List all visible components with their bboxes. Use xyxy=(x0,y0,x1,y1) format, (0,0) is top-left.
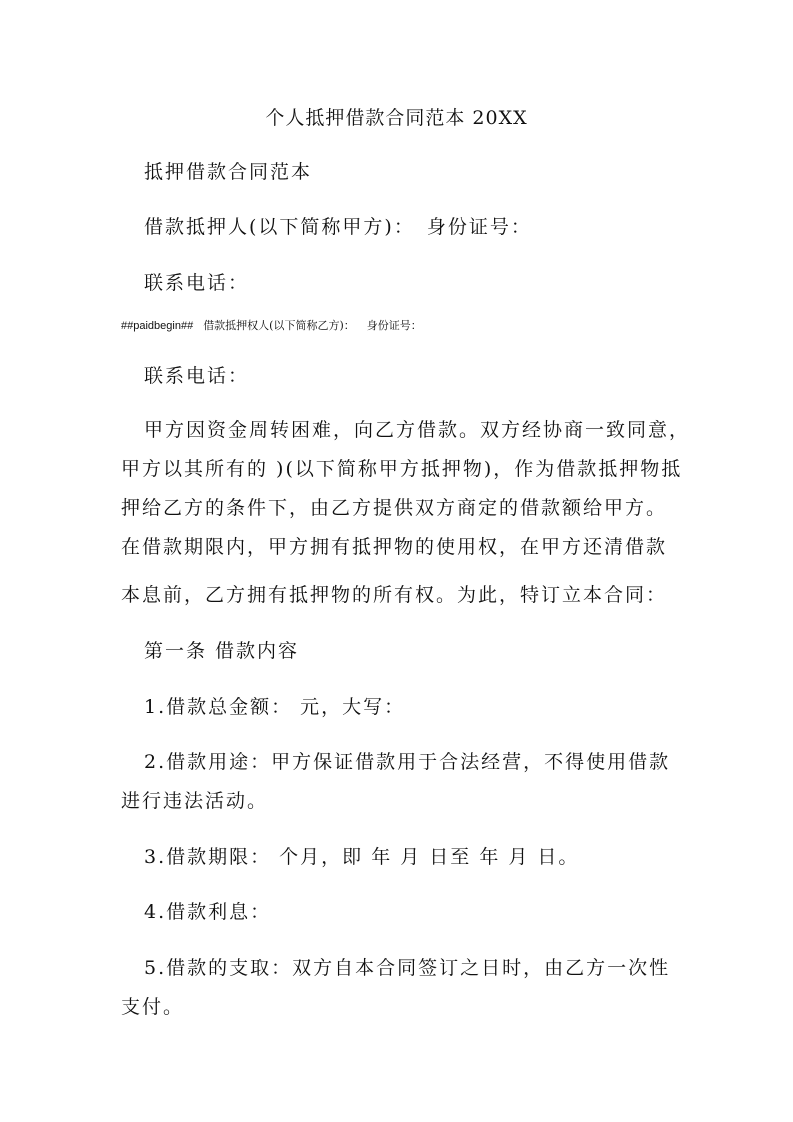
item-5-line-1: 5.借款的支取：双方自本合同签订之日时，由乙方一次性 xyxy=(144,957,671,979)
party-a-id-label: 身份证号： xyxy=(426,216,532,238)
item-4: 4.借款利息： xyxy=(144,901,272,923)
intro-line-3: 押给乙方的条件下，由乙方提供双方商定的借款额给甲方。 xyxy=(121,497,668,519)
intro-line-2: 甲方以其所有的 )(以下简称甲方抵押物)，作为借款抵押物抵 xyxy=(121,458,683,480)
party-a-label: 借款抵押人(以下简称甲方)： xyxy=(144,216,415,238)
item-3: 3.借款期限： 个月，即 年 月 日至 年 月 日。 xyxy=(144,846,580,868)
item-5-line-2: 支付。 xyxy=(121,996,185,1018)
party-b-phone: 联系电话： xyxy=(144,365,250,387)
item-2-line-1: 2.借款用途：甲方保证借款用于合法经营，不得使用借款 xyxy=(144,751,671,773)
item-2-line-2: 进行违法活动。 xyxy=(121,790,269,812)
item-1: 1.借款总金额： 元，大写： xyxy=(144,696,406,718)
party-a-line xyxy=(144,213,704,241)
party-b-id-label: 身份证号： xyxy=(366,319,422,332)
party-b-line xyxy=(121,318,422,334)
paid-tag: ##paidbegin## xyxy=(121,320,194,332)
party-a-phone: 联系电话： xyxy=(144,272,250,294)
intro-line-1: 甲方因资金周转困难，向乙方借款。双方经协商一致同意， xyxy=(144,419,691,441)
article-1-heading: 第一条 借款内容 xyxy=(144,640,300,662)
contract-subtitle: 抵押借款合同范本 xyxy=(144,161,313,183)
intro-line-5: 本息前，乙方拥有抵押物的所有权。为此，特订立本合同： xyxy=(121,584,668,606)
document-title: 个人抵押借款合同范本 20XX xyxy=(265,107,528,129)
party-b-label: 借款抵押权人(以下简称乙方)： xyxy=(203,319,355,332)
intro-line-4: 在借款期限内，甲方拥有抵押物的使用权，在甲方还清借款 xyxy=(121,536,668,558)
